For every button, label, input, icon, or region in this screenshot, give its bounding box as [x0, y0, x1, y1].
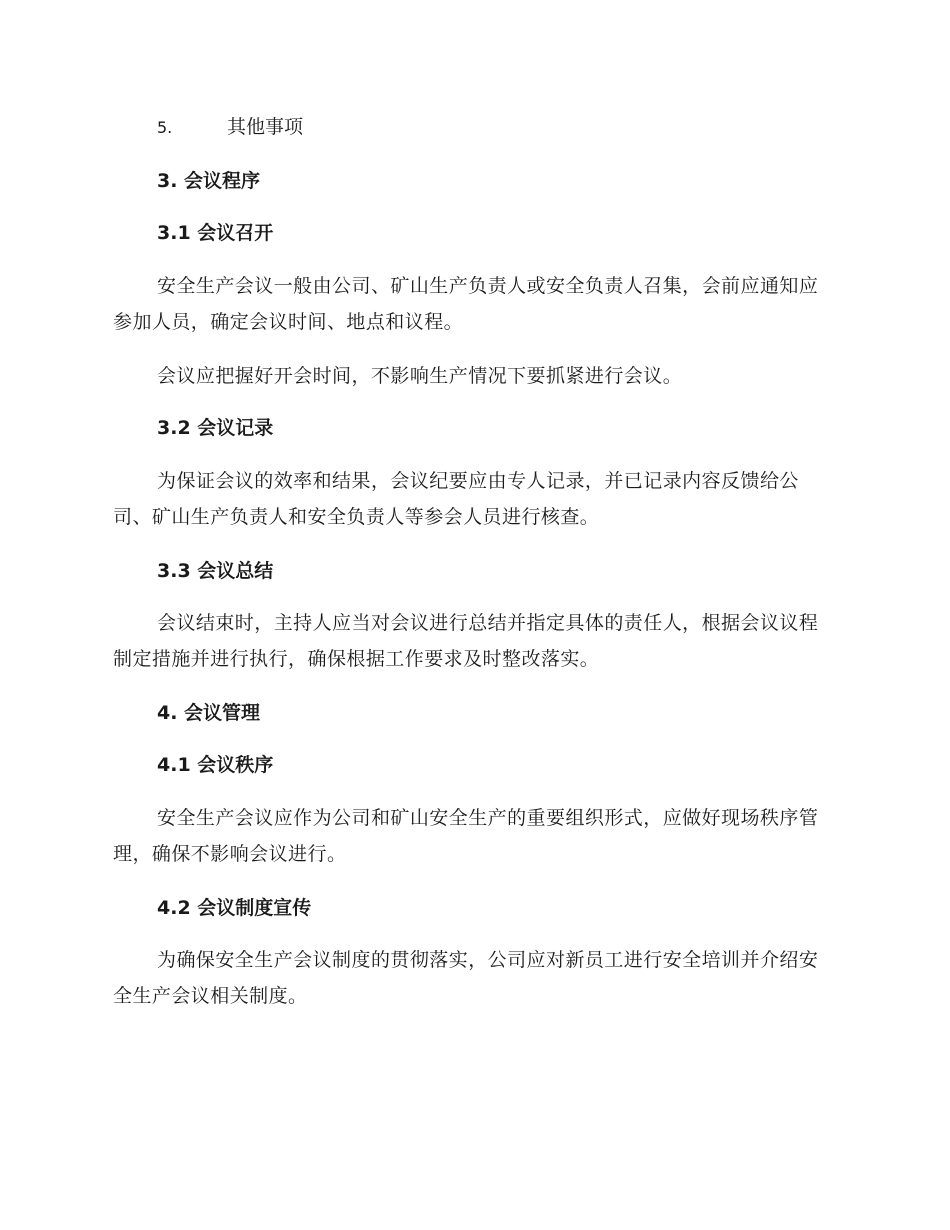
section-heading-4: 4. 会议管理 [157, 702, 261, 724]
subsection-heading-4-1: 4.1 会议秩序 [157, 754, 274, 776]
list-item-5 [157, 113, 877, 142]
subsection-heading-3-2: 3.2 会议记录 [157, 417, 274, 439]
paragraph-3-2: 为保证会议的效率和结果，会议纪要应由专人记录，并已记录内容反馈给公司、矿山生产负责人和安全负责人等参会人员进行核查。 [113, 470, 799, 528]
paragraph-4-2: 为确保安全生产会议制度的贯彻落实，公司应对新员工进行安全培训并介绍安全生产会议相关制度。 [113, 949, 819, 1007]
section-heading-3: 3. 会议程序 [157, 170, 261, 192]
subsection-heading-3-1: 3.1 会议召开 [157, 222, 274, 244]
paragraph-3-1-b: 会议应把握好开会时间，不影响生产情况下要抓紧进行会议。 [157, 365, 683, 387]
subsection-heading-4-2: 4.2 会议制度宣传 [157, 897, 312, 919]
list-item-number: 5. [157, 118, 173, 137]
list-item-text: 其他事项 [227, 116, 304, 138]
subsection-heading-3-3: 3.3 会议总结 [157, 560, 274, 582]
paragraph-3-1-a: 安全生产会议一般由公司、矿山生产负责人或安全负责人召集，会前应通知应参加人员，确定会议时间、地点和议程。 [113, 275, 819, 333]
paragraph-4-1: 安全生产会议应作为公司和矿山安全生产的重要组织形式，应做好现场秩序管理，确保不影响会议进行。 [113, 807, 819, 865]
paragraph-3-3: 会议结束时，主持人应当对会议进行总结并指定具体的责任人，根据会议议程制定措施并进行执行，确保根据工作要求及时整改落实。 [113, 612, 819, 670]
